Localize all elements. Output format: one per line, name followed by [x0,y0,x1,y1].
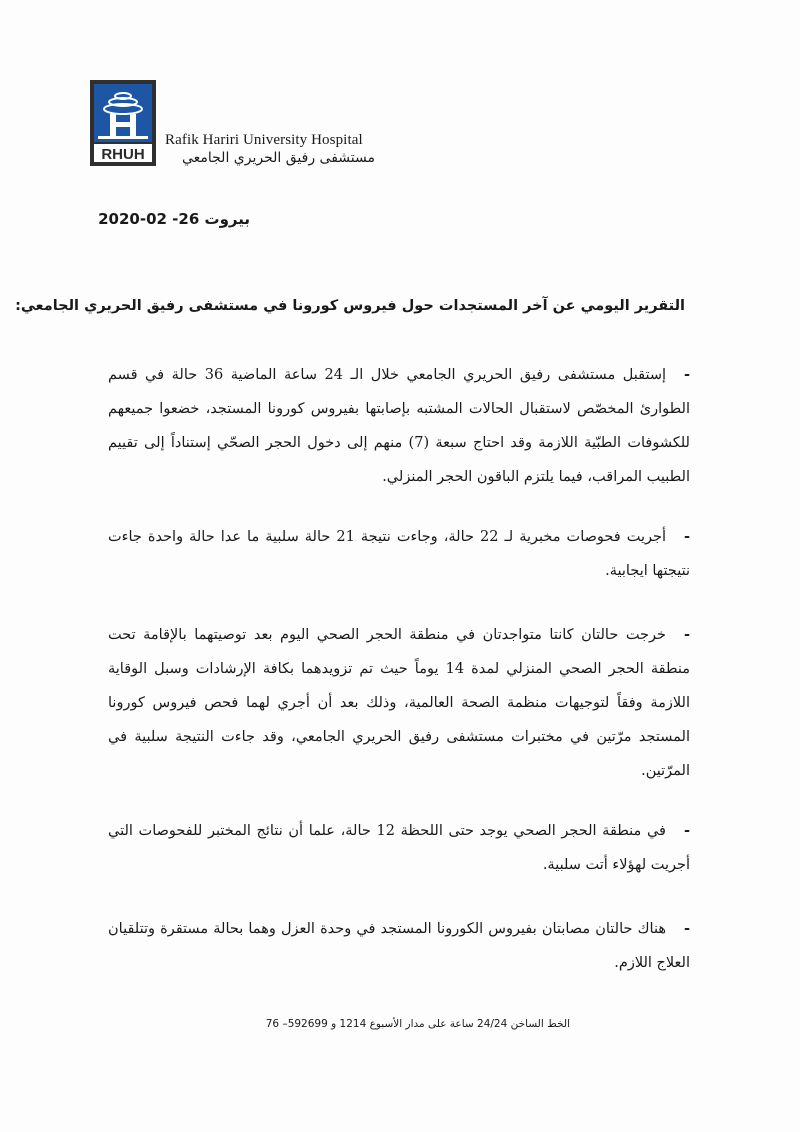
paragraph-text: أجريت فحوصات مخبرية لـ 22 حالة، وجاءت نتيجة 21 حالة سلبية ما عدا حالة واحدة جاءت نتيجتها ايجابية. [108,529,690,579]
hospital-name-arabic: مستشفى رفيق الحريري الجامعي [181,150,375,166]
hotline-footer: الخط الساخن 24/24 ساعة على مدار الأسبوع 1214 و 592699– 76 [265,1018,570,1030]
paragraph-text: خرجت حالتان كانتا متواجدتان في منطقة الحجر الصحي اليوم بعد توصيتهما بالإقامة تحت منطقة الحجر الصحي المنزلي لمدة 14 يوماً حيث تم تزويدهما بكافة الإرشادات وسبل الوقاية اللازمة وفقاً لتوجيهات منظمة الصحة العالمية، وذلك بعد أن أجري لهما فحص فيروس كورونا المستجد مرّتين في مختبرات مستشفى رفيق الحريري الجامعي، وقد جاءت النتيجة سلبية في المرّتين. [108,627,690,779]
bullet-dash: - [683,528,691,545]
report-heading: التقرير اليومي عن آخر المستجدات حول فيروس كورونا في مستشفى رفيق الحريري الجامعي: [15,298,685,314]
bullet-dash: - [683,366,690,383]
hospital-logo [90,80,156,166]
report-date: بيروت 26- 02-2020 [98,210,250,228]
bullet-dash: - [683,920,690,937]
logo-text: RHUH [101,146,145,163]
report-paragraph [108,814,690,882]
report-paragraph [108,618,690,788]
paragraph-text: إستقبل مستشفى رفيق الحريري الجامعي خلال الـ 24 ساعة الماضية 36 حالة في قسم الطوارئ المخصّص لاستقبال الحالات المشتبه بإصابتها بفيروس كورونا المستجد، خضعوا جميعهم للكشوفات الطبّية اللازمة وقد احتاج سبعة (7) منهم إلى دخول الحجر الصحّي إستناداً إلى تقييم الطبيب المراقب، فيما يلتزم الباقون الحجر المنزلي. [108,367,690,485]
paragraph-text: هناك حالتان مصابتان بفيروس الكورونا المستجد في وحدة العزل وهما بحالة مستقرة وتتلقيان العلاج اللازم. [108,921,690,971]
report-paragraph [108,358,690,494]
report-paragraph [108,520,690,588]
bullet-dash: - [683,626,690,643]
paragraph-text: في منطقة الحجر الصحي يوجد حتى اللحظة 12 حالة، علما أن نتائج المختبر للفحوصات التي أجريت لهؤلاء أتت سلبية. [108,823,690,873]
hospital-name-english: Rafik Hariri University Hospital [165,132,363,148]
bullet-dash: - [683,822,690,839]
report-paragraph [108,912,690,980]
